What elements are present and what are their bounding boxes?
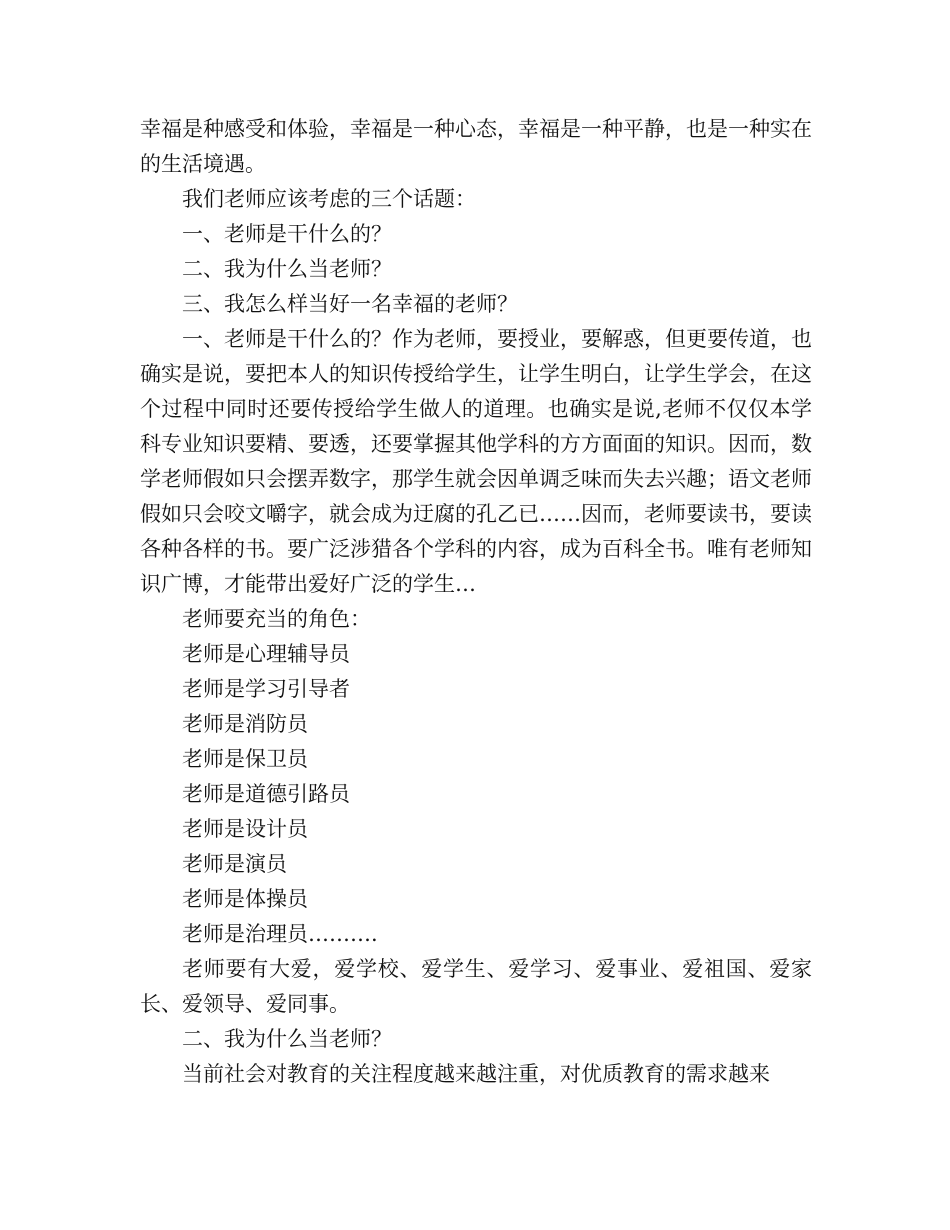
role-item: 老师是道德引路员 bbox=[182, 782, 350, 806]
role-item: 老师是演员 bbox=[182, 852, 287, 876]
role-item: 老师是保卫员 bbox=[182, 747, 308, 771]
topic-item-2: 二、我为什么当老师？ bbox=[182, 257, 392, 281]
paragraph-society-education: 当前社会对教育的关注程度越来越注重，对优质教育的需求越来 bbox=[182, 1062, 770, 1086]
role-item: 老师是心理辅导员 bbox=[182, 642, 350, 666]
document-body bbox=[140, 112, 812, 1092]
topic-item-1: 一、老师是干什么的？ bbox=[182, 222, 392, 246]
role-item: 老师是设计员 bbox=[182, 817, 308, 841]
paragraph-three-topics-intro: 我们老师应该考虑的三个话题： bbox=[182, 187, 476, 211]
section-heading-why-teacher: 二、我为什么当老师？ bbox=[182, 1027, 392, 1051]
paragraph-happiness: 幸福是种感受和体验，幸福是一种心态，幸福是一种平静，也是一种实在的生活境遇。 bbox=[140, 117, 812, 176]
role-item: 老师是学习引导者 bbox=[182, 677, 350, 701]
role-item: 老师是消防员 bbox=[182, 712, 308, 736]
paragraph-what-teachers-do: 一、老师是干什么的？作为老师，要授业，要解惑，但更要传道，也确实是说，要把本人的知识传授给学生，让学生明白，让学生学会，在这个过程中同时还要传授给学生做人的道理。也确实是说,老师不仅仅本学科专业知识要精、要透，还要掌握其他学科的方方面面的知识。因而，数学老师假如只会摆弄数字，那学生就会因单调乏味而失去兴趣；语文老师假如只会咬文嚼字，就会成为迂腐的孔乙已……因而，老师要读书，要读各种各样的书。要广泛涉猎各个学科的内容，成为百科全书。唯有老师知识广博，才能带出爱好广泛的学生… bbox=[140, 327, 812, 596]
role-item: 老师是体操员 bbox=[182, 887, 308, 911]
role-item: 老师是治理员………. bbox=[182, 922, 378, 946]
paragraph-great-love: 老师要有大爱，爱学校、爱学生、爱学习、爱事业、爱祖国、爱家长、爱领导、爱同事。 bbox=[140, 957, 812, 1016]
topic-item-3: 三、我怎么样当好一名幸福的老师？ bbox=[182, 292, 518, 316]
paragraph-roles-intro: 老师要充当的角色： bbox=[182, 607, 371, 631]
